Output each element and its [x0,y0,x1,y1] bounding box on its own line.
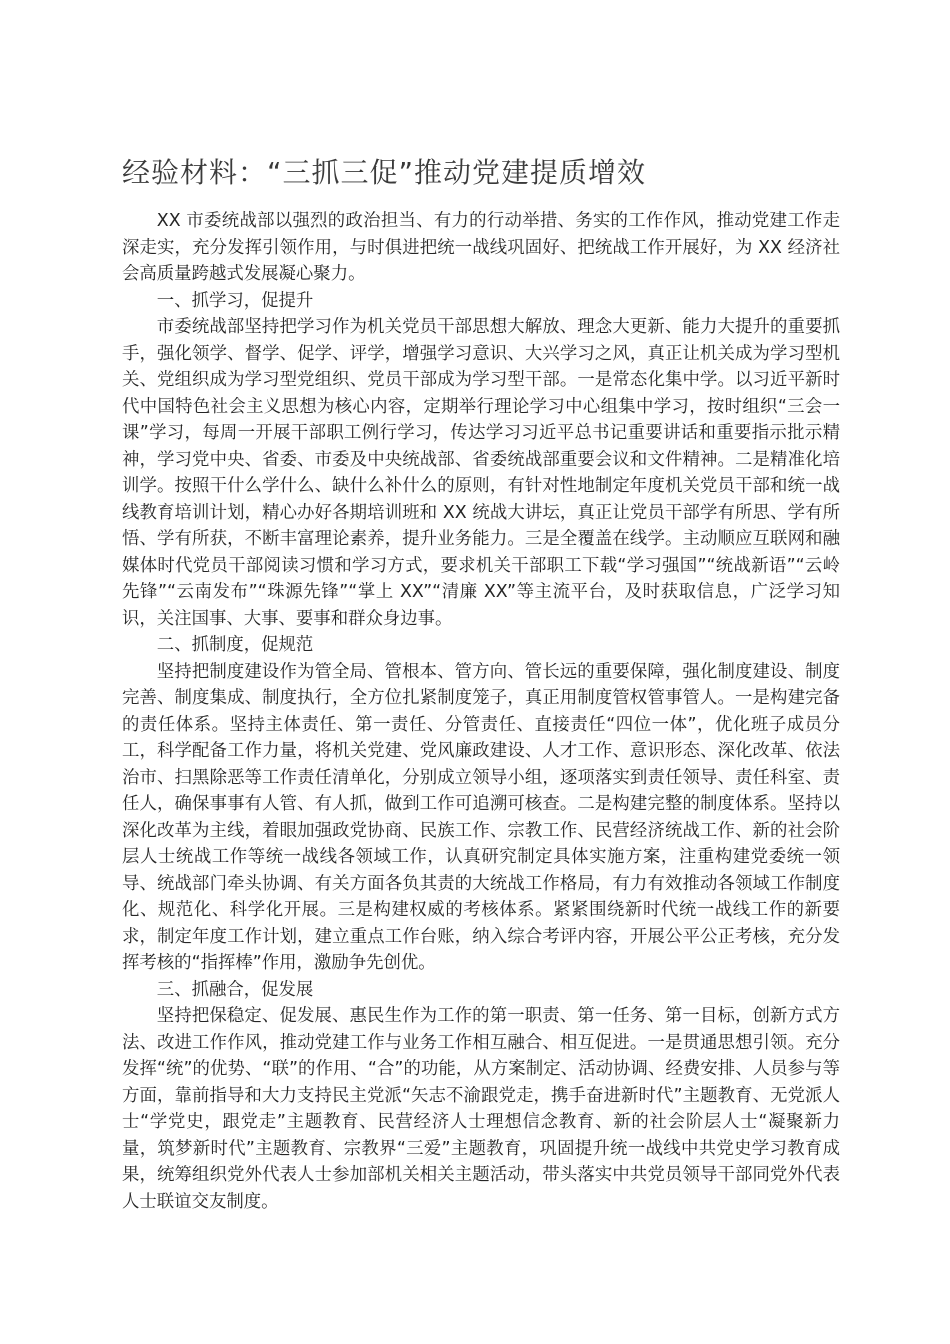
intro-paragraph: XX 市委统战部以强烈的政治担当、有力的行动举措、务实的工作作风，推动党建工作走深走实，充分发挥引领作用，与时俱进把统一战线巩固好、把统战工作开展好，为 XX 经济社会高质量跨越式发展凝心聚力。 [122,211,840,284]
section-body-2: 坚持把制度建设作为管全局、管根本、管方向、管长远的重要保障，强化制度建设、制度完善、制度集成、制度执行，全方位扎紧制度笼子，真正用制度管权管事管人。一是构建完备的责任体系。坚持主体责任、第一责任、分管责任、直接责任“四位一体”，优化班子成员分工，科学配备工作力量，将机关党建、党风廉政建设、人才工作、意识形态、深化改革、依法治市、扫黑除恶等工作责任清单化，分别成立领导小组，逐项落实到责任领导、责任科室、责任人，确保事事有人管、有人抓，做到工作可追溯可核查。二是构建完整的制度体系。坚持以深化改革为主线，着眼加强政党协商、民族工作、宗教工作、民营经济统战工作、新的社会阶层人士统战工作等统一战线各领域工作，认真研究制定具体实施方案，注重构建党委统一领导、统战部门牵头协调、有关方面各负其责的大统战工作格局，有力有效推动各领域工作制度化、规范化、科学化开展。三是构建权威的考核体系。紧紧围绕新时代统一战线工作的新要求，制定年度工作计划，建立重点工作台账，纳入综合考评内容，开展公平公正考核，充分发挥考核的“指挥棒”作用，激励争先创优。 [122,661,840,973]
section-body-1: 市委统战部坚持把学习作为机关党员干部思想大解放、理念大更新、能力大提升的重要抓手，强化领学、督学、促学、评学，增强学习意识、大兴学习之风，真正让机关成为学习型机关、党组织成为学习型党组织、党员干部成为学习型干部。一是常态化集中学。以习近平新时代中国特色社会主义思想为核心内容，定期举行理论学习中心组集中学习，按时组织“三会一课”学习，每周一开展干部职工例行学习，传达学习习近平总书记重要讲话和重要指示批示精神，学习党中央、省委、市委及中央统战部、省委统战部重要会议和文件精神。二是精准化培训学。按照干什么学什么、缺什么补什么的原则，有针对性地制定年度机关党员干部和统一战线教育培训计划，精心办好各期培训班和 XX 统战大讲坛，真正让党员干部学有所思、学有所悟、学有所获，不断丰富理论素养，提升业务能力。三是全覆盖在线学。主动顺应互联网和融媒体时代党员干部阅读习惯和学习方式，要求机关干部职工下载“学习强国”“统战新语”“云岭先锋”“云南发布”“珠源先锋”“掌上 XX”“清廉 XX”等主流平台，及时获取信息，广泛学习知识，关注国事、大事、要事和群众身边事。 [122,317,840,629]
section-body-3: 坚持把保稳定、促发展、惠民生作为工作的第一职责、第一任务、第一目标，创新方式方法、改进工作作风，推动党建工作与业务工作相互融合、相互促进。一是贯通思想引领。充分发挥“统”的优势、“联”的作用、“合”的功能，从方案制定、活动协调、经费安排、人员参与等方面，靠前指导和大力支持民主党派“矢志不渝跟党走，携手奋进新时代”主题教育、无党派人士“学党史，跟党走”主题教育、民营经济人士理想信念教育、新的社会阶层人士“凝聚新力量，筑梦新时代”主题教育、宗教界“三爱”主题教育，巩固提升统一战线中共党史学习教育成果，统筹组织党外代表人士参加部机关相关主题活动，带头落实中共党员领导干部同党外代表人士联谊交友制度。 [122,1006,840,1212]
section-heading-2: 二、抓制度，促规范 [156,635,314,655]
document-title: 经验材料：“三抓三促”推动党建提质增效 [122,156,647,189]
section-heading-3: 三、抓融合，促发展 [156,979,314,1000]
document-body [122,208,840,1215]
section-heading-1: 一、抓学习，促提升 [156,290,314,311]
